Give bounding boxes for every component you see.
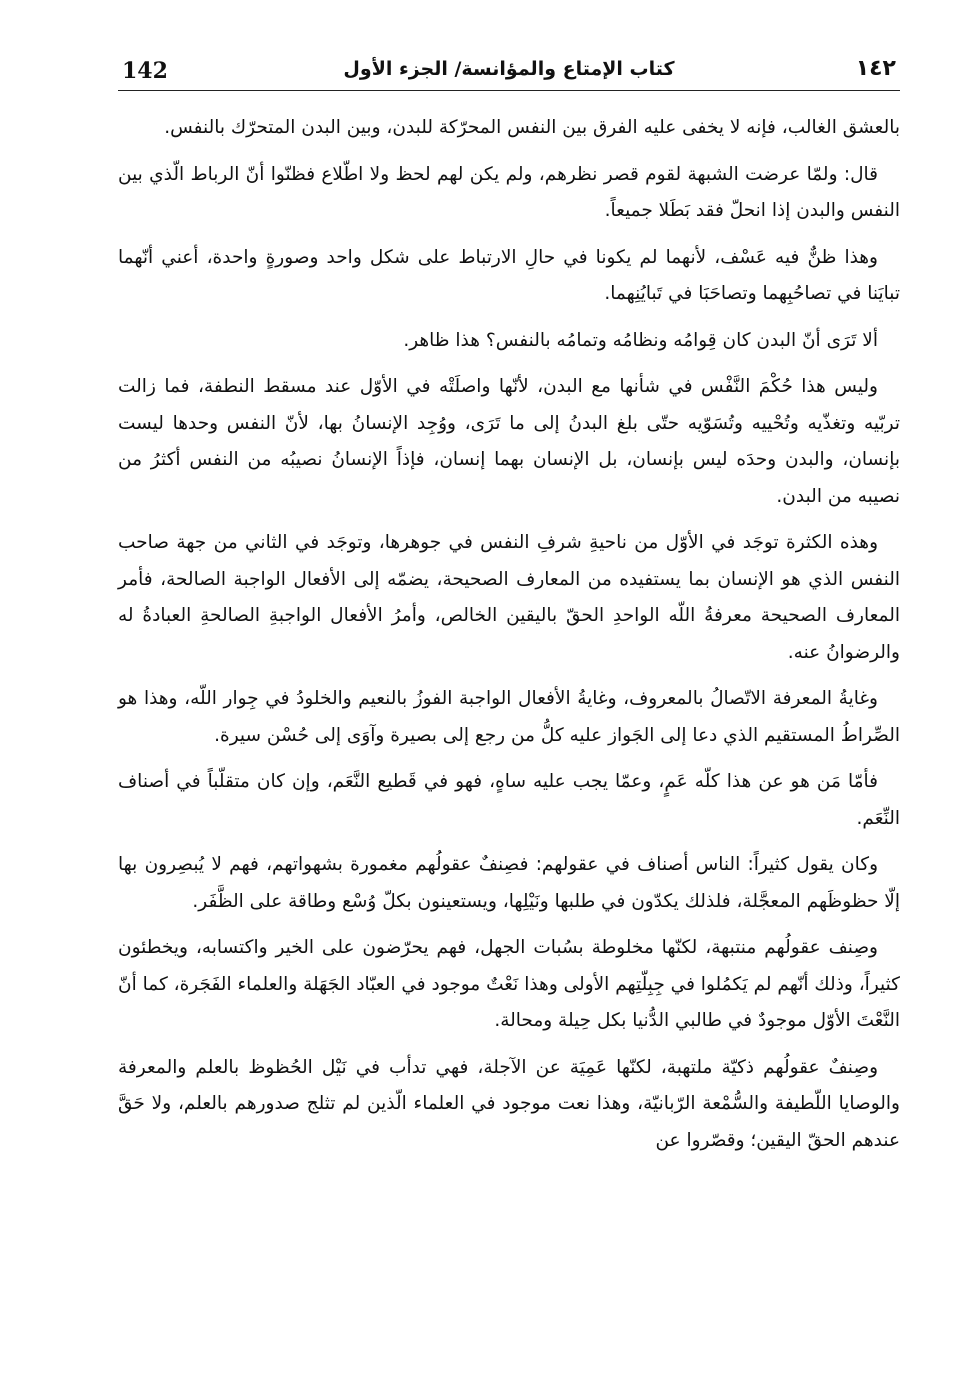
paragraph-2: قال: ولمّا عرضت الشبهة لقوم قصر نظرهم، ولم يكن لهم لحظ ولا اطّلاع فظنّوا أنّ الرباط الّذي بين النفس والبدن إذا انحلّ فقد بَطَلا جميعاً. bbox=[118, 163, 900, 221]
paragraph-9: وكان يقول كثيراً: الناس أصناف في عقولهم: فصِنفٌ عقولُهم مغمورة بشهواتهم، فهم لا يُبصِرون بها إلّا حظوظَهم المعجَّلة، فلذلك يكدّون في طلبها ونَيْلِها، ويستعينون بكلّ وُسْع وطاقة على الظَّفَر. bbox=[118, 854, 900, 912]
paragraph-5: وليس هذا حُكْمَ النَّفْس في شأنها مع البدن، لأنّها واصلَتْه في الأوّل عند مسقط النطفة، فما زالت تربّيه وتغذّيه وتُحْييه وتُسَوّيه حتّى بلغ البدنُ إلى ما تَرَى، ووُجِد الإنسانُ بها، لأنّ النفس وحدها ليست بإنسان، والبدن وحدَه ليس بإنسان، بل الإنسان بهما إنسان، فإذاً الإنسانُ نصيبُه من النفس أكثرُ من نصيبه من البدن. bbox=[118, 376, 900, 507]
running-title: كتاب الإمتاع والمؤانسة/ الجزء الأول bbox=[343, 58, 675, 80]
paragraph-6: وهذه الكثرة توجَد في الأوّل من ناحيةِ شرفِ النفس في جوهرها، وتوجَد في الثاني من جهة صاحب النفس الذي هو الإنسان بما يستفيده من المعارف الصحيحة، يضمّه إلى الأفعال الواجبة الصالحة، فأمر المعارف الصحيحة معرفةُ اللّه الواحدِ الحقّ باليقين الخالص، وأمرُ الأفعال الواجبةِ الصالحةِ العبادةُ له والرضوانُ عنه. bbox=[118, 532, 900, 663]
paragraph-1: بالعشق الغالب، فإنه لا يخفى عليه الفرق بين النفس المحرّكة للبدن، وبين البدن المتحرّك بالنفس. bbox=[164, 117, 900, 138]
paragraph-11: وصِنفٌ عقولُهم ذكيّة ملتهبة، لكنّها عَمِيَة عن الآجلة، فهي تدأب في نَيْل الحُظوظ بالعلم والمعرفة والوصايا اللّطيفة والسُّمْعة الرّبانيّة، وهذا نعت موجود في العلماء الّذين لم تثلج صدورهم بالعلم، ولا حَقَّ عندهم الحقّ اليقين؛ وقصّروا عن bbox=[118, 1056, 900, 1151]
paragraph-10: وصِنف عقولُهم منتبهة، لكنّها مخلوطة بسُبات الجهل، فهم يحرّضون على الخير واكتسابه، ويخطئون كثيراً، وذلك أنّهم لم يَكمُلوا في جِبِلّتِهم الأولى وهذا نَعْتٌ موجود في العبّاد الجَهَلة والعلماء الفَجَرة، كما أنّ النَّعْتَ الأوّل موجودٌ في طالبي الدُّنيا بكل حِيلة ومحالة. bbox=[118, 937, 900, 1031]
paragraph-3: وهذا ظنٌّ فيه عَسْف، لأنهما لم يكونا في حالِ الارتباط على شكل واحد وصورةٍ واحدة، أعني أنّهما تبايَنا في تصاحُبِهما وتصاحَبَا في تَبايُنِهما. bbox=[118, 246, 900, 304]
page-number-arabic: ١٤٢ bbox=[855, 56, 896, 81]
paragraph-8: فأمّا مَن هو عن هذا كلّه عَمٍ، وعمّا يجب عليه ساهٍ، فهو في قَطيع النَّعَم، وإن كان متقلّباً في أصناف النِّعَم. bbox=[118, 771, 900, 829]
body-text bbox=[118, 110, 900, 1169]
page-number-latin: 142 bbox=[122, 58, 168, 84]
running-header bbox=[118, 56, 900, 91]
paragraph-7: وغايةُ المعرفة الاتّصالُ بالمعروف، وغايةُ الأفعال الواجبة الفوزُ بالنعيم والخلودُ في جِوار اللّه، وهذا هو الصِّراطُ المستقيم الذي دعا إلى الجَواز عليه كلُّ من رجع إلى بصيرة وآوَى إلى حُسْن سيرة. bbox=[118, 688, 900, 746]
paragraph-4: ألا تَرَى أنّ البدن كان قِوامُه ونظامُه وتمامُه بالنفس؟ هذا ظاهر. bbox=[403, 329, 878, 351]
